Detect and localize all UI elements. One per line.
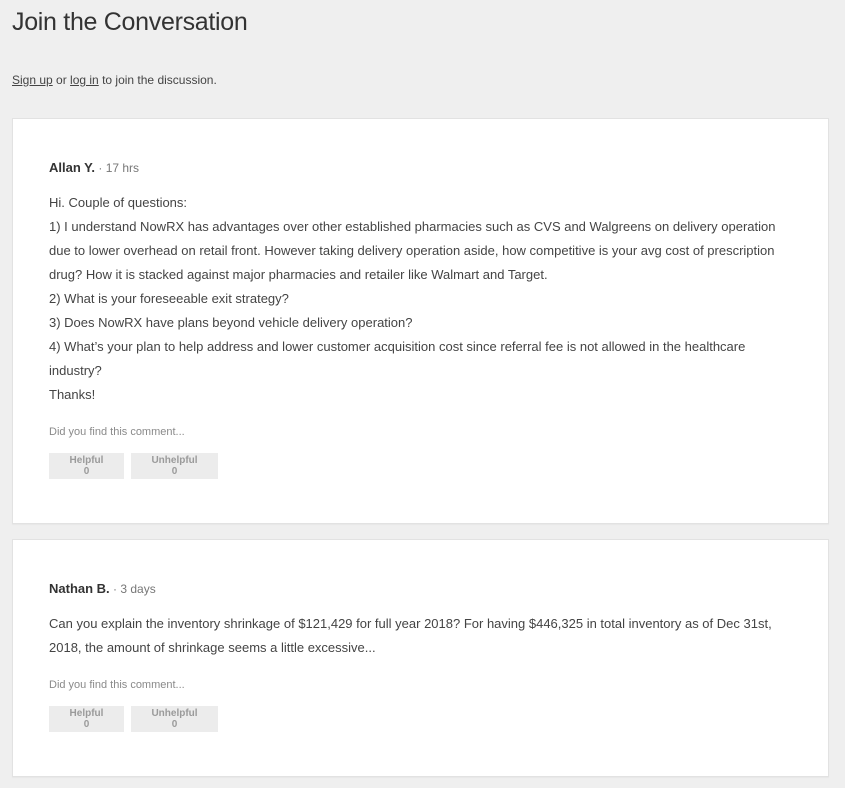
comment-timestamp: · 17 hrs: [98, 161, 140, 175]
or-text: or: [52, 73, 71, 87]
login-link[interactable]: log in: [70, 73, 99, 87]
comment-line: 1) I understand NowRX has advantages over other established pharmacies such as CVS and Walgreens on delivery operation due to lower overhead on retail front. However taking delivery operation aside, how competitive is your avg cost of prescription drug? How it is stacked against major pharmacies and retailer like Walmart and Target.: [49, 219, 776, 282]
comment-body: [49, 191, 798, 407]
helpful-button[interactable]: Helpful 0: [49, 453, 124, 479]
comment-content: [49, 580, 798, 660]
comment-meta: [49, 580, 798, 598]
comment-line: 2) What is your foreseeable exit strategy?: [49, 291, 289, 306]
comment-line: Hi. Couple of questions:: [49, 195, 188, 210]
comment-meta: [49, 159, 798, 177]
comment-line: Thanks!: [49, 387, 96, 402]
comment-content: [49, 159, 798, 407]
unhelpful-button[interactable]: Unhelpful 0: [131, 453, 218, 479]
comment-body: [49, 612, 798, 660]
signup-link[interactable]: Sign up: [12, 73, 53, 87]
auth-prompt: [12, 73, 217, 87]
join-suffix-text: to join the discussion.: [98, 73, 217, 87]
comment-line: Can you explain the inventory shrinkage of $121,429 for full year 2018? For having $446,325 in total inventory as of Dec 31st, 2018, the amount of shrinkage seems a little excessive...: [49, 616, 772, 655]
page-title: Join the Conversation: [12, 8, 248, 36]
vote-buttons: [49, 453, 798, 479]
comment-line: 4) What’s your plan to help address and lower customer acquisition cost since referral fee is not allowed in the healthcare industry?: [49, 339, 746, 378]
helpful-button[interactable]: Helpful 0: [49, 706, 124, 732]
comment-author: Allan Y.: [49, 160, 96, 175]
comment-line: 3) Does NowRX have plans beyond vehicle delivery operation?: [49, 315, 413, 330]
feedback-prompt: Did you find this comment...: [49, 679, 185, 691]
feedback-section: [49, 679, 798, 691]
comment-author: Nathan B.: [49, 581, 110, 596]
vote-buttons: [49, 706, 798, 732]
comment-card: [12, 118, 829, 524]
feedback-prompt: Did you find this comment...: [49, 426, 185, 438]
unhelpful-button[interactable]: Unhelpful 0: [131, 706, 218, 732]
comment-card: [12, 539, 829, 777]
feedback-section: [49, 426, 798, 438]
comment-timestamp: · 3 days: [113, 582, 156, 596]
